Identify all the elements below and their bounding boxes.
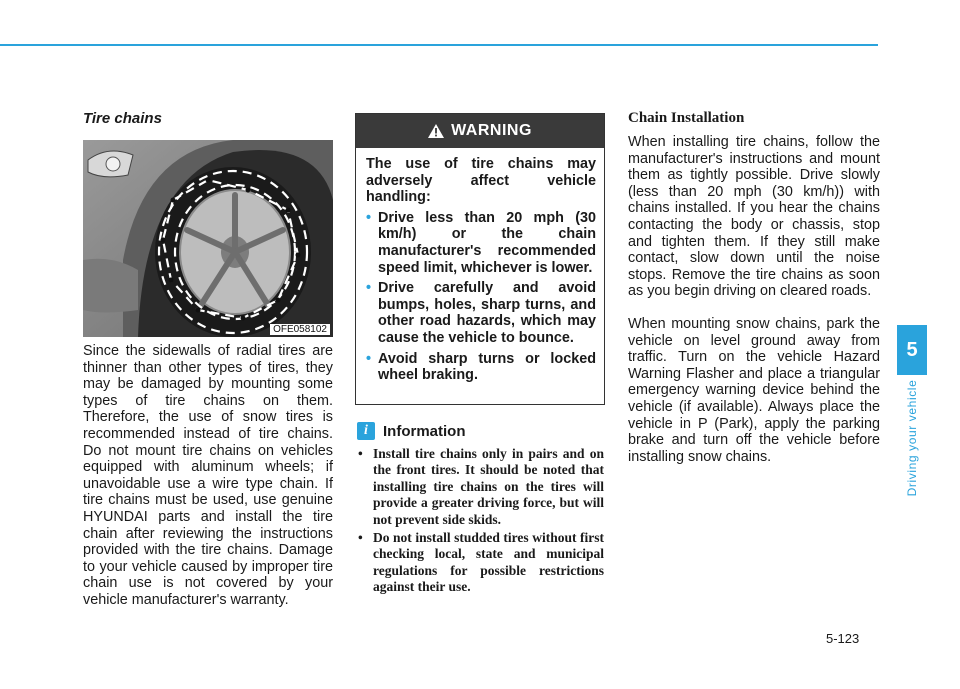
bullet: • — [358, 530, 363, 546]
chain-installation-paragraph-1: When installing tire chains, follow the manufacturer's instructions and mount them as tightly possible. Drive slowly (less than 20 mph (30 km/h)) with chains installed. If you hear the chains contacting the body or chassis, stop and tighten them. If they still make contact, slow down until the noise stops. Remove the tire chains as soon as you begin driving on cleared roads. — [628, 134, 880, 300]
chapter-number: 5 — [906, 338, 918, 361]
chapter-label — [897, 378, 927, 498]
information-item-text: Do not install studded tires without first checking local, state and municipal regulations for possible restrictions against their use. — [373, 530, 604, 595]
information-title: Information — [383, 422, 466, 440]
chapter-label-text: Driving your vehicle — [905, 379, 919, 497]
warning-item — [366, 351, 596, 384]
chain-installation-heading: Chain Installation — [628, 110, 745, 126]
information-item-text: Install tire chains only in pairs and on the front tires. It should be noted that installing tire chains on the tires will provide a greater driving force, but will not prevent side skids. — [373, 446, 604, 527]
information-item — [356, 530, 604, 596]
warning-list — [366, 210, 596, 384]
tire-chains-paragraph: Since the sidewalls of radial tires are thinner than other types of tires, they may be damaged by mounting some types of tire chains on them. Therefore, the use of snow tires is recommended instead of tire chains. Do not mount tire chains on vehicles equipped with aluminum wheels; if unavoidable use a wire type chain. If tire chains must be used, use genuine HYUNDAI parts and install the tire chain after reviewing the instructions provided with the tire chains. Damage to your vehicle caused by improper tire chain use is not covered by your vehicle manufacturer's warranty. — [83, 343, 333, 608]
page-number: 5-123 — [826, 631, 860, 646]
tire-chain-illustration — [83, 140, 333, 337]
info-icon: i — [357, 422, 375, 440]
tire-chain-photo — [83, 140, 333, 337]
information-item — [356, 446, 604, 528]
warning-item-text: Drive less than 20 mph (30 km/h) or the chain manufacturer's recommended speed limit, whichever is lower. — [378, 209, 596, 276]
warning-title: WARNING — [451, 122, 532, 139]
warning-item-text: Avoid sharp turns or locked wheel braking. — [378, 350, 596, 384]
warning-triangle-icon — [428, 124, 444, 138]
chapter-tab — [897, 325, 927, 375]
chain-installation-paragraph-2: When mounting snow chains, park the vehicle on level ground away from traffic. Turn on the vehicle Hazard Warning Flasher and place a triangular emergency warning device behind the vehicle (if available). Always place the vehicle in P (Park), apply the parking brake and turn off the vehicle before installing snow chains. — [628, 316, 880, 465]
warning-intro: The use of tire chains may adversely affect vehicle handling: — [366, 156, 596, 206]
information-list — [356, 446, 604, 598]
warning-item — [366, 210, 596, 276]
warning-header — [356, 114, 604, 148]
photo-code: OFE058102 — [270, 324, 330, 335]
bullet: • — [366, 350, 372, 367]
warning-item-text: Drive carefully and avoid bumps, holes, sharp turns, and other road hazards, which may cause the vehicle to bounce. — [378, 280, 596, 346]
bullet: • — [366, 209, 372, 226]
bullet: • — [366, 280, 372, 297]
header-rule — [0, 44, 878, 46]
tire-chains-heading: Tire chains — [83, 110, 162, 127]
warning-box — [355, 113, 605, 405]
warning-item — [366, 280, 596, 346]
bullet: • — [358, 446, 363, 461]
information-header — [357, 420, 466, 442]
